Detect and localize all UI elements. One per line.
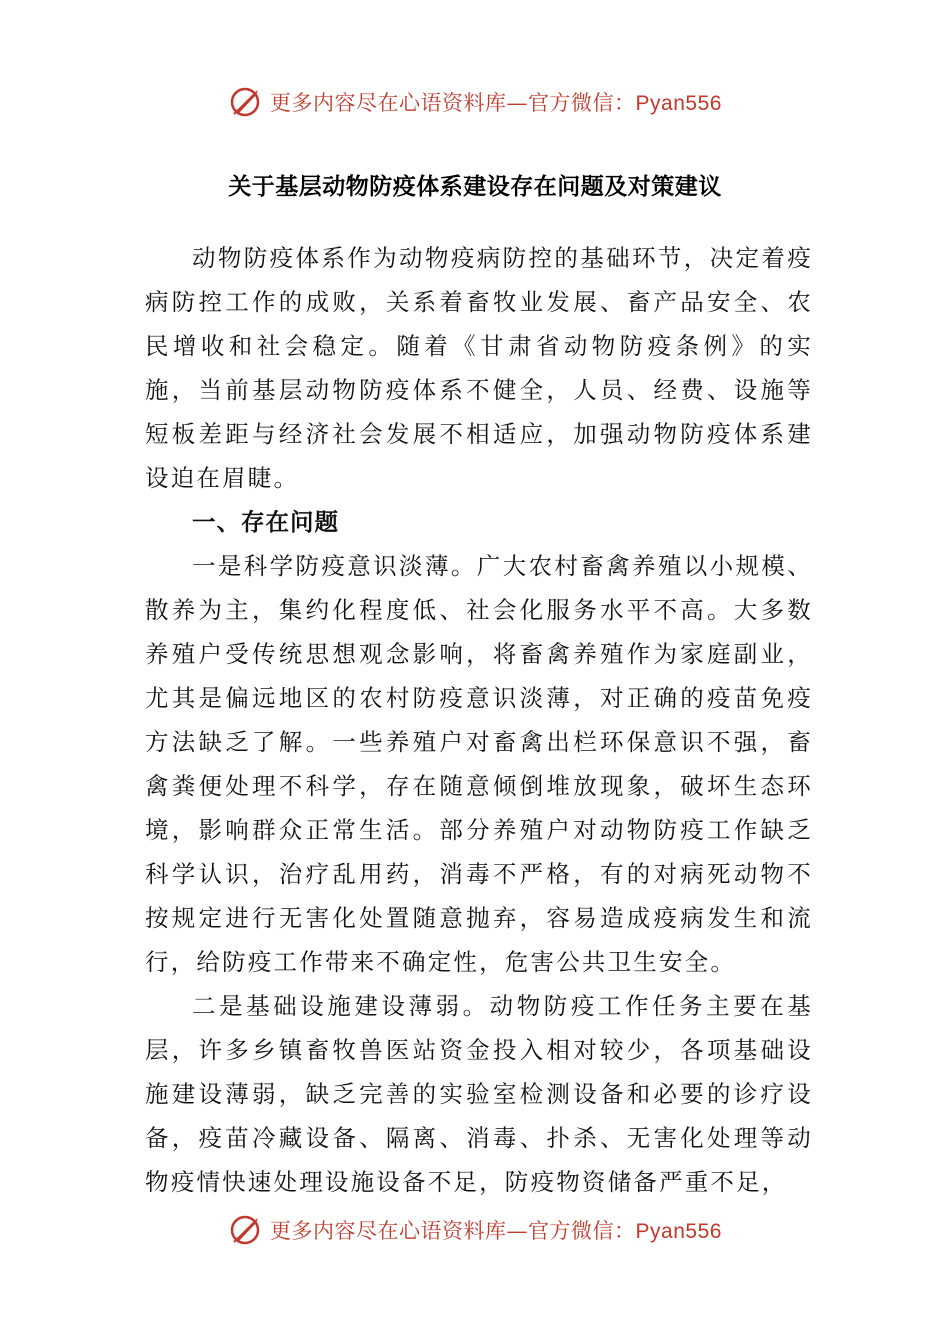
paragraph-2: 二是基础设施建设薄弱。动物防疫工作任务主要在基层，许多乡镇畜牧兽医站资金投入相对较少，各项基础设施建设薄弱，缺乏完善的实验室检测设备和必要的诊疗设备，疫苗冷藏设备、隔离、消毒、扑杀、无害化处理等动物疫情快速处理设施设备不足，防疫物资储备严重不足， <box>145 992 813 1196</box>
watermark-text: 更多内容尽在心语资料库—官方微信：Pyan556 <box>270 91 722 115</box>
paragraph-1: 一是科学防疫意识淡薄。广大农村畜禽养殖以小规模、散养为主，集约化程度低、社会化服务水平不高。大多数养殖户受传统思想观念影响，将畜禽养殖作为家庭副业，尤其是偏远地区的农村防疫意识淡薄，对正确的疫苗免疫方法缺乏了解。一些养殖户对畜禽出栏环保意识不强，畜禽粪便处理不科学，存在随意倾倒堆放现象，破坏生态环境，影响群众正常生活。部分养殖户对动物防疫工作缺乏科学认识，治疗乱用药，消毒不严格，有的对病死动物不按规定进行无害化处置随意抛弃，容易造成疫病发生和流行，给防疫工作带来不确定性，危害公共卫生安全。 <box>145 552 813 976</box>
watermark-banner-top <box>0 82 950 122</box>
document-title: 关于基层动物防疫体系建设存在问题及对策建议 <box>228 174 722 200</box>
watermark-text: 更多内容尽在心语资料库—官方微信：Pyan556 <box>270 1219 722 1243</box>
intro-paragraph: 动物防疫体系作为动物疫病防控的基础环节，决定着疫病防控工作的成败，关系着畜牧业发展、畜产品安全、农民增收和社会稳定。随着《甘肃省动物防疫条例》的实施，当前基层动物防疫体系不健全，人员、经费、设施等短板差距与经济社会发展不相适应，加强动物防疫体系建设迫在眉睫。 <box>145 244 813 492</box>
document-body <box>145 236 813 1204</box>
quill-logo-icon <box>228 1212 264 1248</box>
section-heading: 一、存在问题 <box>192 508 339 536</box>
watermark-banner-bottom <box>0 1210 950 1250</box>
quill-logo-icon <box>228 84 264 120</box>
